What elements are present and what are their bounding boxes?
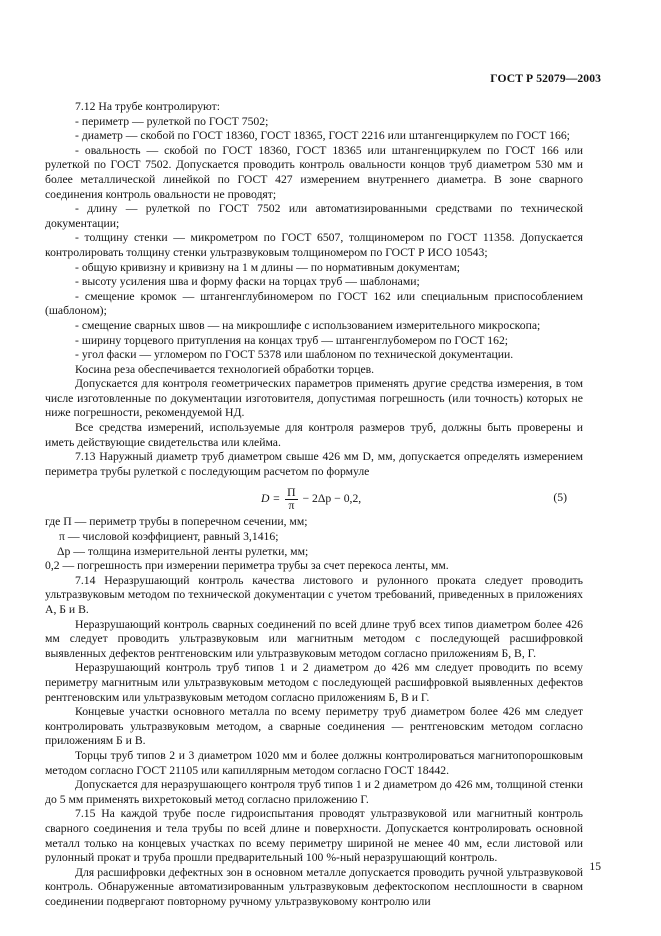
legend-line: π — числовой коэффициент, равный 3,1416; <box>59 530 279 544</box>
formula-block <box>45 479 583 515</box>
paragraph: Концевые участки основного металла по всему периметру труб диаметром более 426 мм следует контролировать ультразвуковым методом, а сварные соединения — рентгеновским методом согласно приложениям Б и В. <box>45 705 583 748</box>
paragraph: Косина реза обеспечивается технологией обработки торцев. <box>75 362 375 376</box>
formula-legend <box>45 515 583 573</box>
paragraph: - толщину стенки — микрометром по ГОСТ 6507, толщиномером по ГОСТ 11358. Допускается контролировать толщину стенки ультразвуковым толщиномером по ГОСТ Р ИСО 10543; <box>45 231 583 259</box>
paragraph: - ширину торцевого притупления на концах труб — штангенглубомером по ГОСТ 162; <box>75 333 509 347</box>
paragraph: 7.13 Наружный диаметр труб диаметром свыше 426 мм D, мм, допускается определять измерением периметра трубы рулеткой с последующим расчетом по формуле <box>45 450 583 478</box>
document-header: ГОСТ Р 52079—2003 <box>490 72 601 85</box>
legend-line: где П — периметр трубы в поперечном сечении, мм; <box>45 515 308 529</box>
document-body <box>45 100 583 909</box>
paragraph: - диаметр — скобой по ГОСТ 18360, ГОСТ 18365, ГОСТ 2216 или штангенциркулем по ГОСТ 166; <box>75 129 570 143</box>
paragraph: - смещение сварных швов — на микрошлифе с использованием измерительного микроскопа; <box>75 318 541 332</box>
paragraph: 7.14 Неразрушающий контроль качества листового и рулонного проката следует проводить ультразвуковым методом по технической документации с учетом требований, приведенных в приложениях А, Б и В. <box>45 573 583 616</box>
paragraph: - высоту усиления шва и форму фаски на торцах труб — шаблонами; <box>75 275 420 289</box>
paragraph: Все средства измерений, используемые для контроля размеров труб, должны быть проверены и иметь действующие свидетельства или клейма. <box>45 421 583 449</box>
paragraph: Неразрушающий контроль труб типов 1 и 2 диаметром до 426 мм следует проводить по всему периметру магнитным или ультразвуковым методом с последующей расшифровкой выявленных дефектов рентгеновским или ультразвуковым методом согласно приложениям Б, В и Г. <box>45 661 583 704</box>
formula-number: (5) <box>553 491 567 505</box>
paragraph: Допускается для контроля геометрических параметров применять другие средства измерения, в том числе изготовленные по документации изготовителя, допустимая погрешность (или точность) которых не ниже погрешности, рекомендуемой НД. <box>45 377 583 420</box>
formula-lhs: D = <box>261 492 281 506</box>
paragraph: 7.15 На каждой трубе после гидроиспытания проводят ультразвуковой или магнитный контроль сварного соединения и тела трубы по всей длине и поверхности. Допускается контролировать основной металл только на концевых участках по всему периметру шириной не менее 40 мм, если листовой или рулонный прокат и труба прошли предварительный 100 %-ный неразрушающий контроль. <box>45 807 583 865</box>
paragraph: - смещение кромок — штангенглубиномером по ГОСТ 162 или специальным приспособлением (шаблоном); <box>45 289 583 318</box>
legend-line: Δр — толщина измерительной ленты рулетки, мм; <box>57 544 309 558</box>
paragraph: - общую кривизну и кривизну на 1 м длины — по нормативным документам; <box>75 260 460 274</box>
paragraph: Допускается для неразрушающего контроля труб типов 1 и 2 диаметром до 426 мм, толщиной стенки до 5 мм применять вихретоковый метод согласно приложению Г. <box>45 778 583 806</box>
paragraph: Для расшифровки дефектных зон в основном металле допускается проводить ручной ультразвуковой контроль. Обнаруженные автоматизированным ультразвуковым дефектоскопом несплошности в сварном соединении подвергают повторному ручному ультразвуковому контролю или <box>45 865 583 908</box>
paragraph: - длину — рулеткой по ГОСТ 7502 или автоматизированными средствами по технической документации; <box>45 202 583 230</box>
legend-line: 0,2 — погрешность при измерении периметра трубы за счет перекоса ленты, мм. <box>45 559 449 573</box>
formula-expression <box>261 487 361 512</box>
formula-denominator: π <box>288 499 295 513</box>
formula-rhs: − 2Δр − 0,2, <box>302 492 362 506</box>
paragraph: - периметр — рулеткой по ГОСТ 7502; <box>75 114 269 128</box>
paragraph: 7.12 На трубе контролируют: <box>75 100 220 113</box>
formula-fraction <box>285 487 297 512</box>
paragraph: - овальность — скобой по ГОСТ 18360, ГОСТ 18365 или штангенциркулем по ГОСТ 166 или рулеткой по ГОСТ 7502. Допускается проводить контроль овальности концов труб диаметром 530 мм и более металлической линейкой по ГОСТ 427 измерением внутреннего диаметра. В зоне сварного соединения контроль овальности не проводят; <box>45 143 583 201</box>
formula-numerator: П <box>287 486 296 500</box>
page-number: 15 <box>589 860 601 873</box>
paragraph: - угол фаски — угломером по ГОСТ 5378 или шаблоном по технической документации. <box>75 348 514 362</box>
paragraph: Торцы труб типов 2 и 3 диаметром 1020 мм и более должны контролироваться магнитопорошковым методом согласно ГОСТ 21105 или капиллярным методом согласно ГОСТ 18442. <box>45 748 583 777</box>
paragraph: Неразрушающий контроль сварных соединений по всей длине труб всех типов диаметром более 426 мм следует проводить ультразвуковым или магнитным методом с последующей расшифровкой выявленных дефектов рентгеновским или ультразвуковым методом согласно приложениям Б, В, Г. <box>45 617 583 660</box>
